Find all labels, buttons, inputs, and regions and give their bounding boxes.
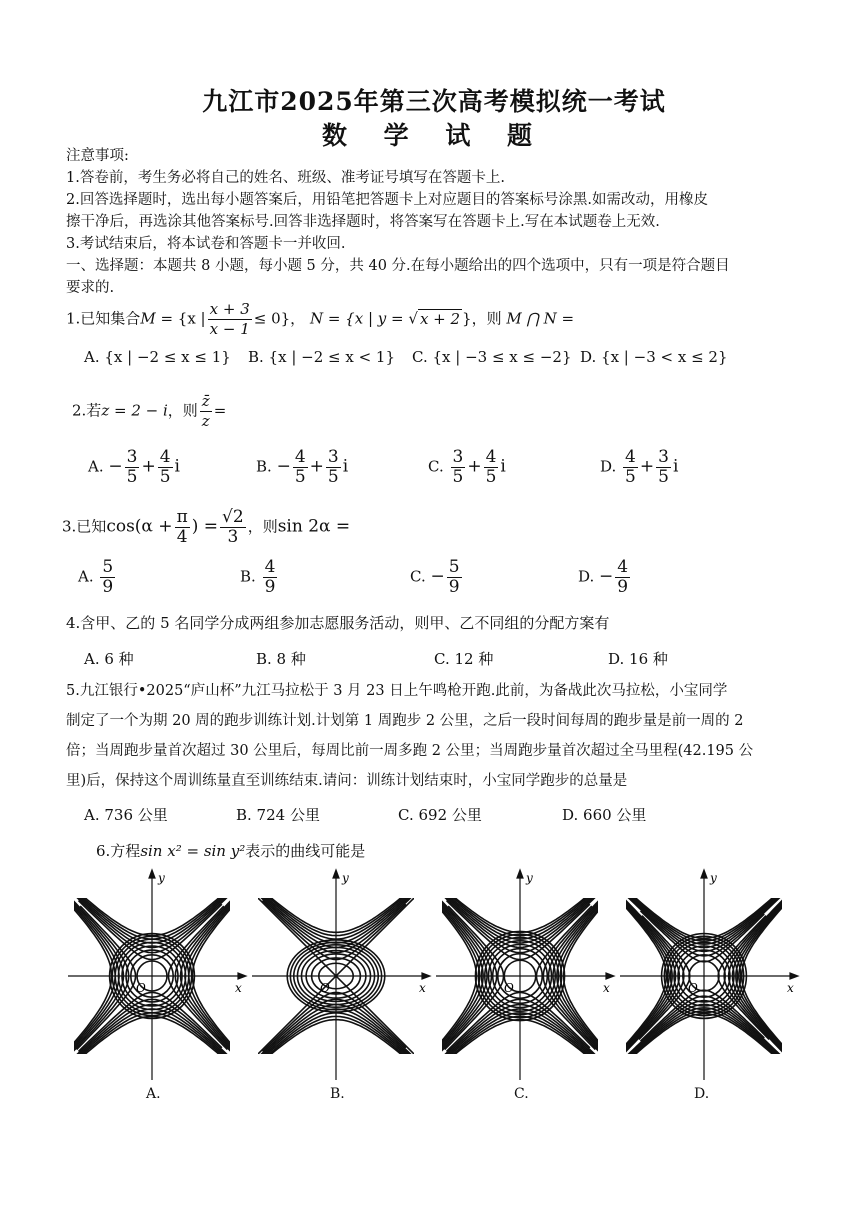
question-2 [72,392,226,431]
q2-b-frac2 [326,448,341,487]
q1-tail: M ⋂ N = [506,309,575,328]
q2-b-frac1 [293,448,308,487]
q2-d-d1: 5 [625,467,636,487]
q2-numerator: z̄ [201,392,210,410]
x-axis-label: x [235,981,242,995]
q1-sqrt: x + 2 [419,309,461,328]
x-axis-label: x [603,981,610,995]
origin-label: O [136,981,146,995]
q4-option-c[interactable]: C. 12 种 [434,650,494,668]
graph-label-d: D. [694,1086,710,1102]
q2-b-sign: − [276,456,291,477]
q3-prefix: 3.已知 [62,517,107,536]
notice-line-2: 2.回答选择题时，选出每小题答案后，用铅笔把答题卡上对应题目的答案标号涂黑.如需改动，用橡皮 [66,192,708,208]
q2-d-d2: 5 [658,467,669,487]
q3-d-frac [615,558,630,597]
q2-a-i: i [174,456,180,477]
q5-option-c[interactable]: C. 692 公里 [398,806,482,824]
q3-option-d[interactable] [578,558,632,597]
y-axis-label: y [710,871,717,885]
exam-title: 九江市2025年第三次高考模拟统一考试 [202,87,666,116]
question-1 [66,300,574,339]
q3-pi-frac [175,508,190,547]
q6-eq: sin x² = sin y² [140,842,246,860]
q3-option-a[interactable] [78,558,117,597]
q2-c-i: i [500,456,506,477]
q2-b-op: + [309,456,324,477]
exam-subtitle: 数 学 试 题 [321,121,547,150]
q1-option-b[interactable]: B. {x | −2 ≤ x < 1} [248,348,396,366]
q3-b-frac [263,558,278,597]
q3-tail: sin 2α = [277,516,351,537]
q3-a-label: A. [78,567,94,586]
q2-b-label: B. [256,457,272,476]
question-5-line-4: 里)后，保持这个周训练量直至训练结束.请问：训练计划结束时，小宝同学跑步的总量是 [66,773,628,789]
q3-pi-den: 4 [176,527,188,547]
q2-a-d1: 5 [126,467,138,487]
q3-a-frac [100,558,115,597]
q3-d-sign: − [599,566,614,587]
q1-option-a[interactable]: A. {x | −2 ≤ x ≤ 1} [84,348,231,366]
q4-option-d[interactable]: D. 16 种 [608,650,668,668]
q2-d-frac2 [656,448,671,487]
x-axis-label: x [419,981,426,995]
q3-d-d: 9 [617,577,629,597]
q2-d-op: + [639,456,655,477]
q3-option-b[interactable] [240,558,279,597]
q1-prefix: 1.已知集合 [66,309,141,328]
q2-d-frac1 [623,448,638,487]
q3-rhs-num: √2 [222,507,244,527]
y-axis-label: y [158,871,165,885]
q2-b-d2: 5 [327,467,339,487]
q2-c-n1: 3 [452,447,464,467]
q2-d-label: D. [600,457,617,476]
q2-a-sign: − [108,456,123,477]
q2-mid: ，则 [167,401,198,420]
notice-heading: 注意事项: [66,148,129,164]
q2-b-d1: 5 [294,467,306,487]
graph-option-c[interactable] [432,868,617,1083]
notice-line-3: 擦干净后，再选涂其他答案标号.回答非选择题时，将答案写在答题卡上.写在本试题卷上无效. [66,214,660,230]
question-5-line-2: 制定了一个为期 20 周的跑步训练计划.计划第 1 周跑步 2 公里，之后一段时间每周的跑步量是前一周的 2 [66,713,744,729]
graph-label-c: C. [514,1086,529,1102]
y-axis-label: y [342,871,349,885]
q2-a-d2: 5 [159,467,171,487]
question-3 [62,508,350,547]
q1-numerator: x + 3 [209,300,250,318]
q2-fraction [200,392,212,431]
q1-denominator: x − 1 [209,320,250,338]
q3-c-n: 5 [448,557,460,577]
q3-c-frac [447,558,462,597]
q2-a-label: A. [88,457,104,476]
q1-sqrt-sign: √ [408,309,418,328]
q3-cos: cos(α + [106,516,173,537]
q2-c-op: + [467,456,482,477]
q2-a-n1: 3 [126,447,138,467]
section-instruction-1: 一、选择题：本题共 8 小题，每小题 5 分，共 40 分.在每小题给出的四个选项中，只有一项是符合题目 [66,258,730,274]
q3-rhs-frac [220,508,246,547]
q5-option-b[interactable]: B. 724 公里 [236,806,320,824]
notice-line-4: 3.考试结束后，将本试卷和答题卡一并收回. [66,236,346,252]
notice-line-1: 1.答卷前，考生务必将自己的姓名、班级、准考证号填写在答题卡上. [66,170,505,186]
graph-option-b[interactable] [248,868,433,1083]
q1-set-close: ≤ 0}， [253,309,306,328]
q3-mid: ，则 [247,517,278,536]
q2-a-n2: 4 [159,447,171,467]
q2-c-d1: 5 [452,467,464,487]
q2-option-a[interactable] [88,448,180,487]
q2-option-b[interactable] [256,448,348,487]
q1-option-d[interactable]: D. {x | −3 < x ≤ 2} [580,348,728,366]
q3-rhs-den: 3 [227,527,239,547]
q5-option-a[interactable]: A. 736 公里 [84,806,168,824]
q2-a-op: + [141,456,156,477]
origin-label: O [320,981,330,995]
q2-a-frac1 [125,448,140,487]
q2-c-d2: 5 [485,467,497,487]
question-4: 4.含甲、乙的 5 名同学分成两组参加志愿服务活动，则甲、乙不同组的分配方案有 [66,614,610,632]
q3-c-label: C. [410,567,426,586]
q3-a-n: 5 [102,557,114,577]
q1-n-part: N = {x | y = [309,309,404,328]
graph-label-a: A. [146,1086,161,1102]
q2-c-label: C. [428,457,444,476]
q2-d-i: i [672,456,679,477]
q3-b-d: 9 [264,577,276,597]
question-5-line-1: 5.九江银行•2025“庐山杯”九江马拉松于 3 月 23 日上午鸣枪开跑.此前，为备战此次马拉松，小宝同学 [66,683,728,699]
q6-tail: 表示的曲线可能是 [245,842,366,860]
q2-option-d[interactable] [600,448,678,487]
q3-b-label: B. [240,567,256,586]
q2-d-n2: 3 [658,447,669,467]
q3-d-n: 4 [617,557,629,577]
origin-label: O [504,981,514,995]
section-instruction-2: 要求的. [66,280,115,296]
graph-option-a[interactable] [64,868,249,1083]
x-axis-label: x [787,981,794,995]
q2-eq: z = 2 − i [101,401,168,420]
q2-tail: = [213,401,227,420]
q3-pi-num: π [176,507,188,527]
q5-option-d[interactable]: D. 660 公里 [562,806,647,824]
q3-b-n: 4 [264,557,276,577]
q1-option-c[interactable]: C. {x | −3 ≤ x ≤ −2} [412,348,572,366]
q2-b-i: i [342,456,349,477]
question-6 [96,840,365,862]
q4-option-b[interactable]: B. 8 种 [256,650,306,668]
q3-d-label: D. [578,567,595,586]
q1-fraction [208,300,252,339]
q2-d-n1: 4 [625,447,636,467]
q1-m: M [140,309,156,328]
q3-a-d: 9 [102,577,114,597]
origin-label: O [688,981,698,995]
q2-c-n2: 4 [485,447,497,467]
q2-c-frac2 [484,448,499,487]
y-axis-label: y [526,871,533,885]
q3-option-c[interactable] [410,558,464,597]
q6-prefix: 6.方程 [96,842,141,860]
q2-b-n2: 3 [327,447,339,467]
q4-option-a[interactable]: A. 6 种 [84,650,134,668]
q3-close: ) = [191,516,219,537]
q3-c-sign: − [430,566,445,587]
graph-label-b: B. [330,1086,345,1102]
q1-n-close: }，则 [462,309,502,328]
q3-c-d: 9 [448,577,460,597]
q2-a-frac2 [158,448,173,487]
q2-prefix: 2.若 [72,401,102,420]
q1-set-open: = {x | [160,309,206,328]
q2-option-c[interactable] [428,448,506,487]
graph-option-d[interactable] [616,868,801,1083]
q2-c-frac1 [451,448,466,487]
q2-b-n1: 4 [294,447,306,467]
question-5-line-3: 倍；当周跑步量首次超过 30 公里后，每周比前一周多跑 2 公里；当周跑步量首次超过全马里程(42.195 公 [66,743,754,759]
q2-denominator: z [201,412,210,430]
